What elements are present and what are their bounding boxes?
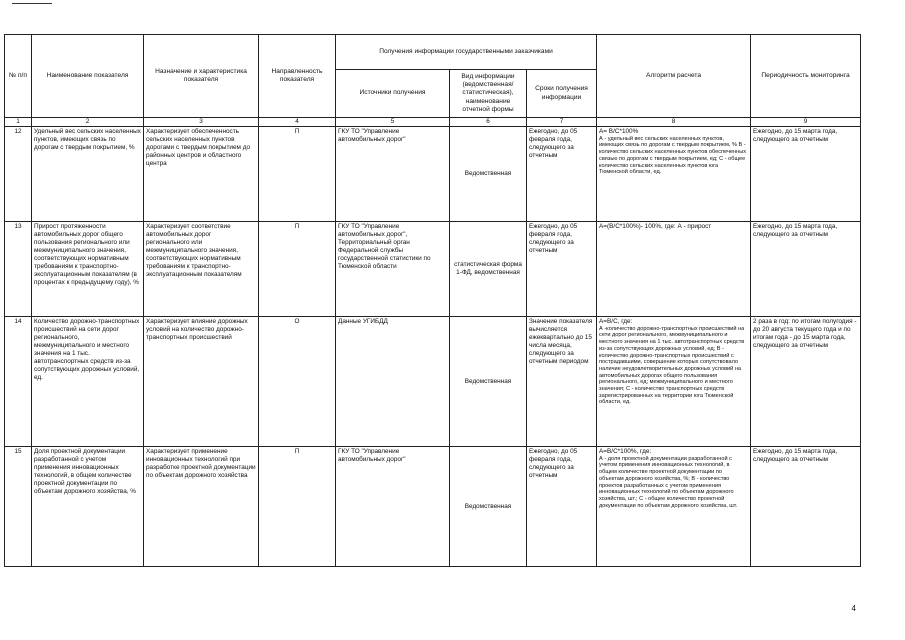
monitoring-periodicity: Ежегодно, до 15 марта года, следующего за отчетным xyxy=(751,447,861,567)
info-type: статистическая форма 1-ФД, ведомственная xyxy=(450,222,527,317)
calculation-algorithm xyxy=(597,447,751,567)
row-number: 14 xyxy=(5,317,32,447)
info-terms: Ежегодно, до 05 февраля года, следующего за отчетным xyxy=(527,447,597,567)
header-terms: Сроки получения информации xyxy=(527,70,597,118)
header-group-title: Получения информации государственными заказчиками xyxy=(336,35,597,70)
indicators-table xyxy=(4,34,861,567)
monitoring-periodicity: Ежегодно, до 15 марта года, следующего за отчетным xyxy=(751,127,861,222)
column-number: 7 xyxy=(527,118,597,127)
info-source: ГКУ ТО "Управление автомобильных дорог" xyxy=(336,127,450,222)
indicator-purpose: Характеризует применение инновационных технологий при разработке проектной документации по объектам дорожного хозяйства xyxy=(144,447,259,567)
column-number: 8 xyxy=(597,118,751,127)
monitoring-periodicity: Ежегодно, до 15 марта года, следующего за отчетным xyxy=(751,222,861,317)
header-sources: Источники получения xyxy=(336,70,450,118)
column-number: 2 xyxy=(32,118,144,127)
indicator-name: Удельный вес сельских населенных пунктов, имеющих связь по дорогам с твердым покрытием, % xyxy=(32,127,144,222)
page-number: 4 xyxy=(851,604,856,613)
info-terms: Значение показателя вычисляется ежеквартально до 15 числа месяца, следующего за отчетным периодом xyxy=(527,317,597,447)
header-info-type: Вид информации (ведомственная/ статистическая), наименование отчетной формы xyxy=(450,70,527,118)
info-source: ГКУ ТО "Управление автомобильных дорог" xyxy=(336,447,450,567)
indicator-purpose: Характеризует обеспеченность сельских населенных пунктов дорогами с твердым покрытием до районных центров и областного центра xyxy=(144,127,259,222)
indicator-direction: П xyxy=(259,127,336,222)
column-number: 4 xyxy=(259,118,336,127)
calculation-algorithm xyxy=(597,127,751,222)
monitoring-periodicity: 2 раза в год: по итогам полугодия - до 20 августа текущего года и по итогам года - до 15 марта года, следующего за отчетным xyxy=(751,317,861,447)
indicator-name: Количество дорожно-транспортных происшествий на сети дорог регионального, межмуниципального и местного значения на 1 тыс. автотранспортных средств из-за сопутствующих дорожных условий, ед. xyxy=(32,317,144,447)
info-type: Ведомственная xyxy=(450,447,527,567)
info-terms: Ежегодно, до 05 февраля года, следующего за отчетным xyxy=(527,222,597,317)
header-purpose: Назначение и характеристика показателя xyxy=(144,35,259,118)
algorithm-legend: А - удельный вес сельских населенных пунктов, имеющих связь по дорогам с твердым покрытием, % В - количество сельских населенных пунктов обеспеченных связью по дорогам с твердым покрытием, ед; С - общее количество сельских населенных пунктов юга Тюменской области, ед. xyxy=(599,135,747,176)
algorithm-formula: А= В/С*100% xyxy=(599,128,639,135)
column-number: 6 xyxy=(450,118,527,127)
header-periodicity: Периодичность мониторинга xyxy=(751,35,861,118)
header-name: Наименование показателя xyxy=(32,35,144,118)
algorithm-legend: А -количество дорожно-транспортных происшествий на сети дорог регионального, межмуниципального и местного значения на 1 тыс. автотранспортных средств из-за сопутствующих дорожных условий, ед; В - количество дорожно-транспортных происшествий с пострадавшими, совершение которых сопутствовало наличие неудовлетворительных дорожных условий на автомобильных дорогах общего пользования регионального, ед; межмуниципального и местного значения; С - количество транспортных средств зарегистрированных на территории юга Тюменской области, ед. xyxy=(599,325,745,406)
table-row xyxy=(5,317,861,447)
info-source: ГКУ ТО "Управление автомобильных дорог", Территориальный орган Федеральной службы государственной статистики по Тюменской области xyxy=(336,222,450,317)
header-num: № п/п xyxy=(5,35,32,118)
algorithm-formula: А=(В/С*100%)- 100%, где: А - прирост xyxy=(599,223,712,230)
info-source: Данные УГИБДД xyxy=(336,317,450,447)
info-type: Ведомственная xyxy=(450,127,527,222)
indicator-direction: П xyxy=(259,222,336,317)
column-number: 3 xyxy=(144,118,259,127)
indicator-direction: О xyxy=(259,317,336,447)
algorithm-legend: А - доля проектной документации разработанной с учетом применения инновационных технологий, в общем количестве проектной документации по объектам дорожного хозяйства, %; В - количество проектов разработанных с учетом применения инновационных технологий по объектам дорожного хозяйства, шт.; С - общее количество проектной документации по объектам дорожного хозяйства, шт. xyxy=(599,455,738,509)
indicator-name: Доля проектной документации разработанной с учетом применения инновационных технологий, в общем количестве проектной документации по объектам дорожного хозяйства, % xyxy=(32,447,144,567)
algorithm-formula: А=В/С, где: xyxy=(599,318,633,325)
indicator-name: Прирост протяженности автомобильных дорог общего пользования регионального или межмуниципального значения, соответствующих нормативным требованиям к транспортно-эксплуатационным показателям (в процентах к предыдущему году), % xyxy=(32,222,144,317)
indicator-direction: П xyxy=(259,447,336,567)
row-number: 15 xyxy=(5,447,32,567)
info-terms: Ежегодно, до 05 февраля года, следующего за отчетным xyxy=(527,127,597,222)
info-type: Ведомственная xyxy=(450,317,527,447)
header-algorithm: Алгоритм расчета xyxy=(597,35,751,118)
top-edge-line xyxy=(12,3,52,4)
row-number: 13 xyxy=(5,222,32,317)
indicator-purpose: Характеризует влияние дорожных условий на количество дорожно-транспортных происшествий xyxy=(144,317,259,447)
indicator-purpose: Характеризует соответствие автомобильных дорог регионального или межмуниципального значения, соответствующих нормативным требованиям к транспортно-эксплуатационным показателям xyxy=(144,222,259,317)
calculation-algorithm xyxy=(597,222,751,317)
calculation-algorithm xyxy=(597,317,751,447)
row-number: 12 xyxy=(5,127,32,222)
column-number: 5 xyxy=(336,118,450,127)
table-row xyxy=(5,447,861,567)
header-direction: Направленность показателя xyxy=(259,35,336,118)
column-number: 1 xyxy=(5,118,32,127)
algorithm-formula: А=В/С*100%, где: xyxy=(599,448,652,455)
column-number: 9 xyxy=(751,118,861,127)
table-row xyxy=(5,127,861,222)
table-row xyxy=(5,222,861,317)
